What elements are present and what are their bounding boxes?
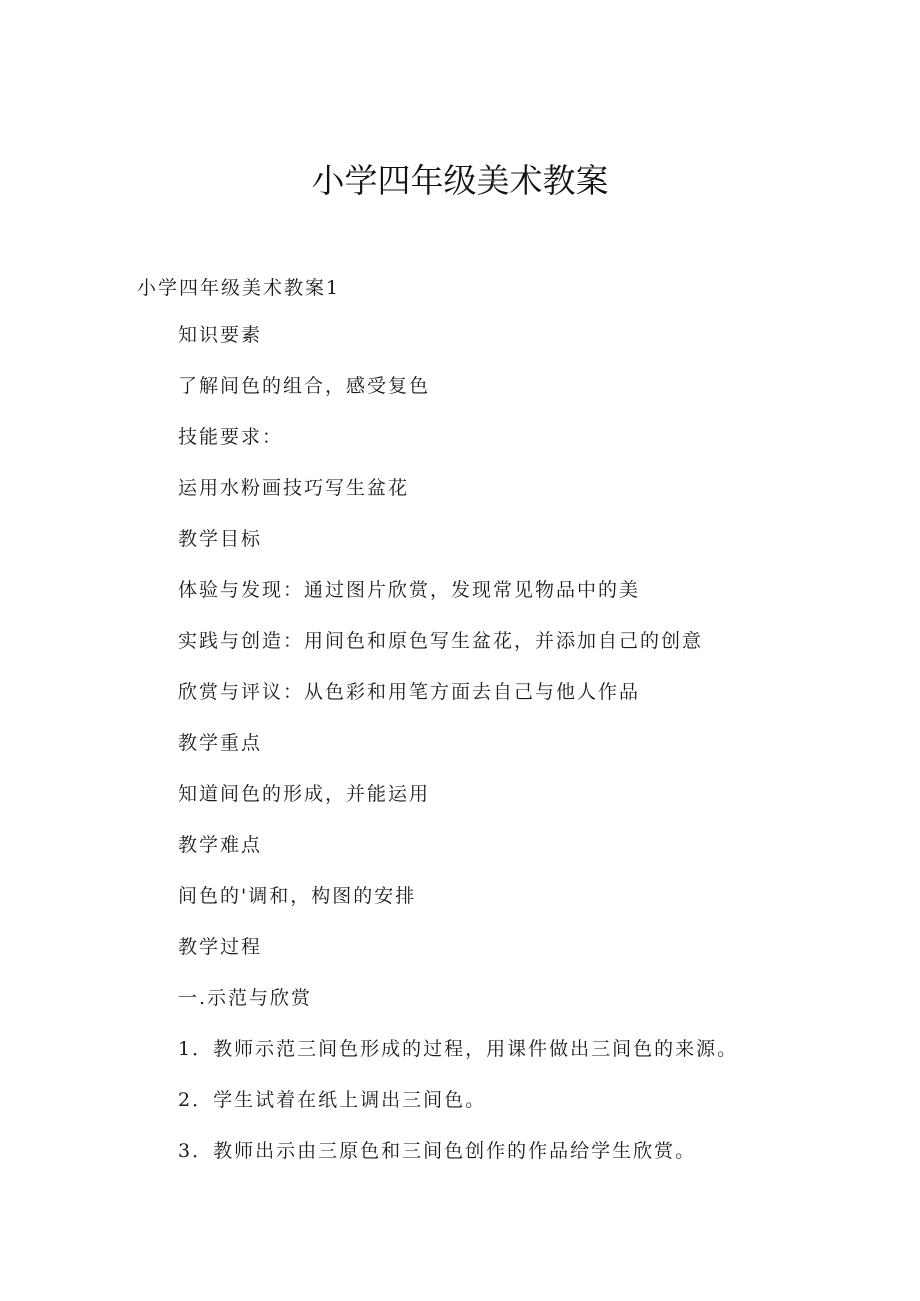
content-line: 知识要素 bbox=[178, 324, 263, 346]
content-line: 1．教师示范三间色形成的过程，用课件做出三间色的来源。 bbox=[178, 1038, 739, 1060]
content-line: 间色的'调和，构图的安排 bbox=[178, 885, 417, 907]
content-line: 3．教师出示由三原色和三间色创作的作品给学生欣赏。 bbox=[178, 1140, 697, 1162]
section-heading: 小学四年级美术教案1 bbox=[137, 277, 341, 299]
content-line: 一.示范与欣赏 bbox=[178, 987, 313, 1009]
content-line: 运用水粉画技巧写生盆花 bbox=[178, 477, 410, 499]
lesson-content bbox=[178, 320, 878, 1187]
content-line: 了解间色的组合，感受复色 bbox=[178, 375, 431, 397]
content-line: 体验与发现：通过图片欣赏，发现常见物品中的美 bbox=[178, 579, 641, 601]
content-line: 教学目标 bbox=[178, 528, 263, 550]
document-title: 小学四年级美术教案 bbox=[311, 161, 609, 200]
content-line: 欣赏与评议：从色彩和用笔方面去自己与他人作品 bbox=[178, 681, 641, 703]
content-line: 教学过程 bbox=[178, 936, 263, 958]
content-line: 教学难点 bbox=[178, 834, 263, 856]
content-line: 知道间色的形成，并能运用 bbox=[178, 783, 431, 805]
content-line: 2．学生试着在纸上调出三间色。 bbox=[178, 1089, 487, 1111]
content-line: 实践与创造：用间色和原色写生盆花，并添加自己的创意 bbox=[178, 630, 704, 652]
content-line: 教学重点 bbox=[178, 732, 263, 754]
content-line: 技能要求： bbox=[178, 426, 284, 448]
